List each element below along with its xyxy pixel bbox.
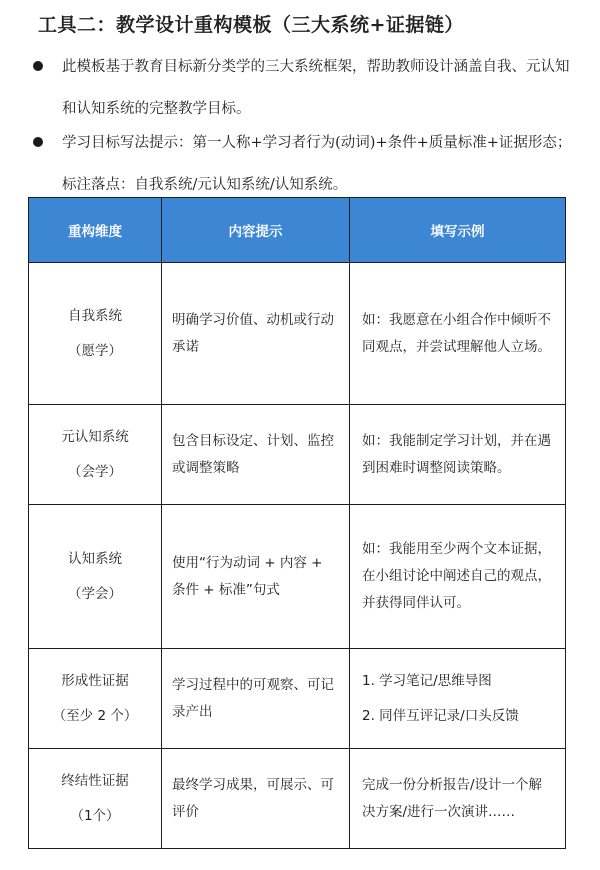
table-row <box>29 505 566 649</box>
bullet-text: 学习目标写法提示：第一人称+学习者行为(动词)+条件+质量标准+证据形态；标注落点：自我系统/元认知系统/认知系统。 <box>62 135 572 193</box>
header-example: 填写示例 <box>350 198 566 263</box>
page-title: 工具二：教学设计重构模板（三大系统+证据链） <box>38 14 464 36</box>
header-dimension: 重构维度 <box>29 198 162 263</box>
dimension-cell <box>29 505 162 649</box>
redesign-template-table <box>28 197 566 849</box>
example-cell: 如：我愿意在小组合作中倾听不同观点，并尝试理解他人立场。 <box>350 263 566 405</box>
example-line: 1. 学习笔记/思维导图 <box>362 672 492 689</box>
dimension-name: 形成性证据 <box>61 672 129 689</box>
dimension-sub: （学会） <box>68 585 122 602</box>
table-row <box>29 749 566 849</box>
dimension-sub: （愿学） <box>68 342 122 359</box>
bullet-dot-icon <box>33 61 43 71</box>
table-row <box>29 405 566 505</box>
bullet-dot-icon <box>33 137 43 147</box>
example-cell: 如：我能用至少两个文本证据，在小组讨论中阐述自己的观点，并获得同伴认可。 <box>350 505 566 649</box>
dimension-cell <box>29 749 162 849</box>
bullet-item <box>62 122 572 206</box>
hint-cell: 包含目标设定、计划、监控或调整策略 <box>162 405 350 505</box>
dimension-name: 元认知系统 <box>61 428 129 445</box>
example-cell: 如：我能制定学习计划，并在遇到困难时调整阅读策略。 <box>350 405 566 505</box>
dimension-sub: （至少 2 个） <box>52 707 138 724</box>
table-header-row <box>29 198 566 263</box>
example-cell: 完成一份分析报告/设计一个解决方案/进行一次演讲…… <box>350 749 566 849</box>
hint-cell: 使用“行为动词 + 内容 + 条件 + 标准”句式 <box>162 505 350 649</box>
hint-cell: 最终学习成果，可展示、可评价 <box>162 749 350 849</box>
hint-cell: 学习过程中的可观察、可记录产出 <box>162 649 350 749</box>
dimension-sub: （1个） <box>70 807 120 824</box>
dimension-name: 自我系统 <box>68 307 122 324</box>
bullet-text: 此模板基于教育目标新分类学的三大系统框架，帮助教师设计涵盖自我、元认知和认知系统的完整教学目标。 <box>62 59 570 117</box>
dimension-cell <box>29 649 162 749</box>
dimension-name: 终结性证据 <box>61 772 129 789</box>
header-content-hint: 内容提示 <box>162 198 350 263</box>
dimension-name: 认知系统 <box>68 550 122 567</box>
dimension-cell <box>29 263 162 405</box>
table-row <box>29 649 566 749</box>
example-line: 2. 同伴互评记录/口头反馈 <box>362 707 519 724</box>
dimension-sub: （会学） <box>68 463 122 480</box>
table-row <box>29 263 566 405</box>
hint-cell: 明确学习价值、动机或行动承诺 <box>162 263 350 405</box>
example-cell <box>350 649 566 749</box>
bullet-item <box>62 46 572 130</box>
dimension-cell <box>29 405 162 505</box>
